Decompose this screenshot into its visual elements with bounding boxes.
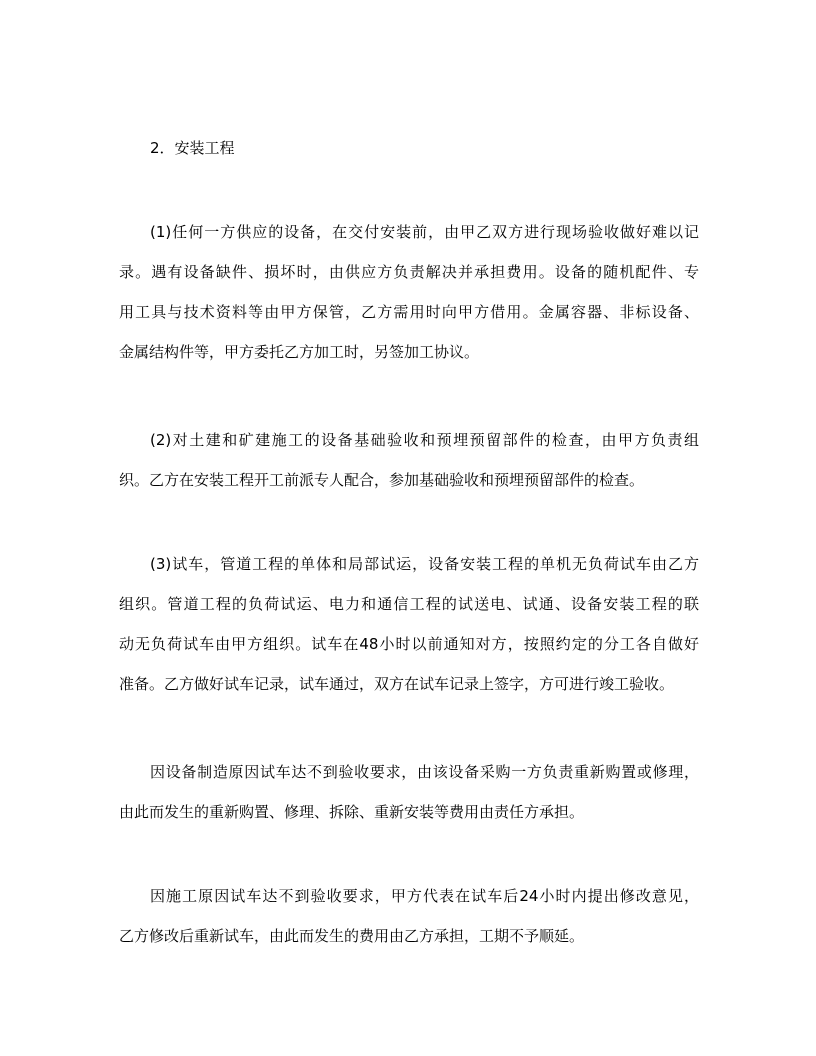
paragraph-line: 由此而发生的重新购置、修理、拆除、重新安装等费用由责任方承担。 [119, 803, 585, 821]
paragraph-5 [119, 884, 699, 964]
paragraph-line: 因设备制造原因试车达不到验收要求，由该设备采购一方负责重新购置或修理， [150, 763, 699, 781]
paragraph-2 [119, 428, 699, 508]
paragraph-line: 组织。管道工程的负荷试运、电力和通信工程的试送电、试通、设备安装工程的联 [119, 595, 699, 613]
paragraph-line: 用工具与技术资料等由甲方保管，乙方需用时向甲方借用。金属容器、非标设备、 [119, 303, 699, 321]
paragraph-line: 动无负荷试车由甲方组织。试车在48小时以前通知对方，按照约定的分工各自做好 [119, 635, 699, 653]
paragraph-line: 金属结构件等，甲方委托乙方加工时，另签加工协议。 [119, 343, 480, 361]
paragraph-4 [119, 760, 699, 840]
paragraph-line: 织。乙方在安装工程开工前派专人配合，参加基础验收和预埋预留部件的检查。 [119, 471, 645, 489]
paragraph-line: 因施工原因试车达不到验收要求，甲方代表在试车后24小时内提出修改意见， [150, 887, 699, 905]
paragraph-1 [119, 220, 699, 380]
paragraph-line: 乙方修改后重新试车，由此而发生的费用由乙方承担，工期不予顺延。 [119, 927, 585, 945]
paragraph-line: (2)对土建和矿建施工的设备基础验收和预埋预留部件的检查，由甲方负责组 [150, 431, 699, 449]
paragraph-line: (3)试车，管道工程的单体和局部试运，设备安装工程的单机无负荷试车由乙方 [150, 555, 699, 573]
paragraph-line: 录。遇有设备缺件、损坏时，由供应方负责解决并承担费用。设备的随机配件、专 [119, 263, 699, 281]
paragraph-3 [119, 552, 699, 712]
paragraph-line: (1)任何一方供应的设备，在交付安装前，由甲乙双方进行现场验收做好难以记 [150, 223, 699, 241]
section-heading: 2．安装工程 [150, 139, 235, 157]
paragraph-line: 准备。乙方做好试车记录，试车通过，双方在试车记录上签字，方可进行竣工验收。 [119, 675, 675, 693]
